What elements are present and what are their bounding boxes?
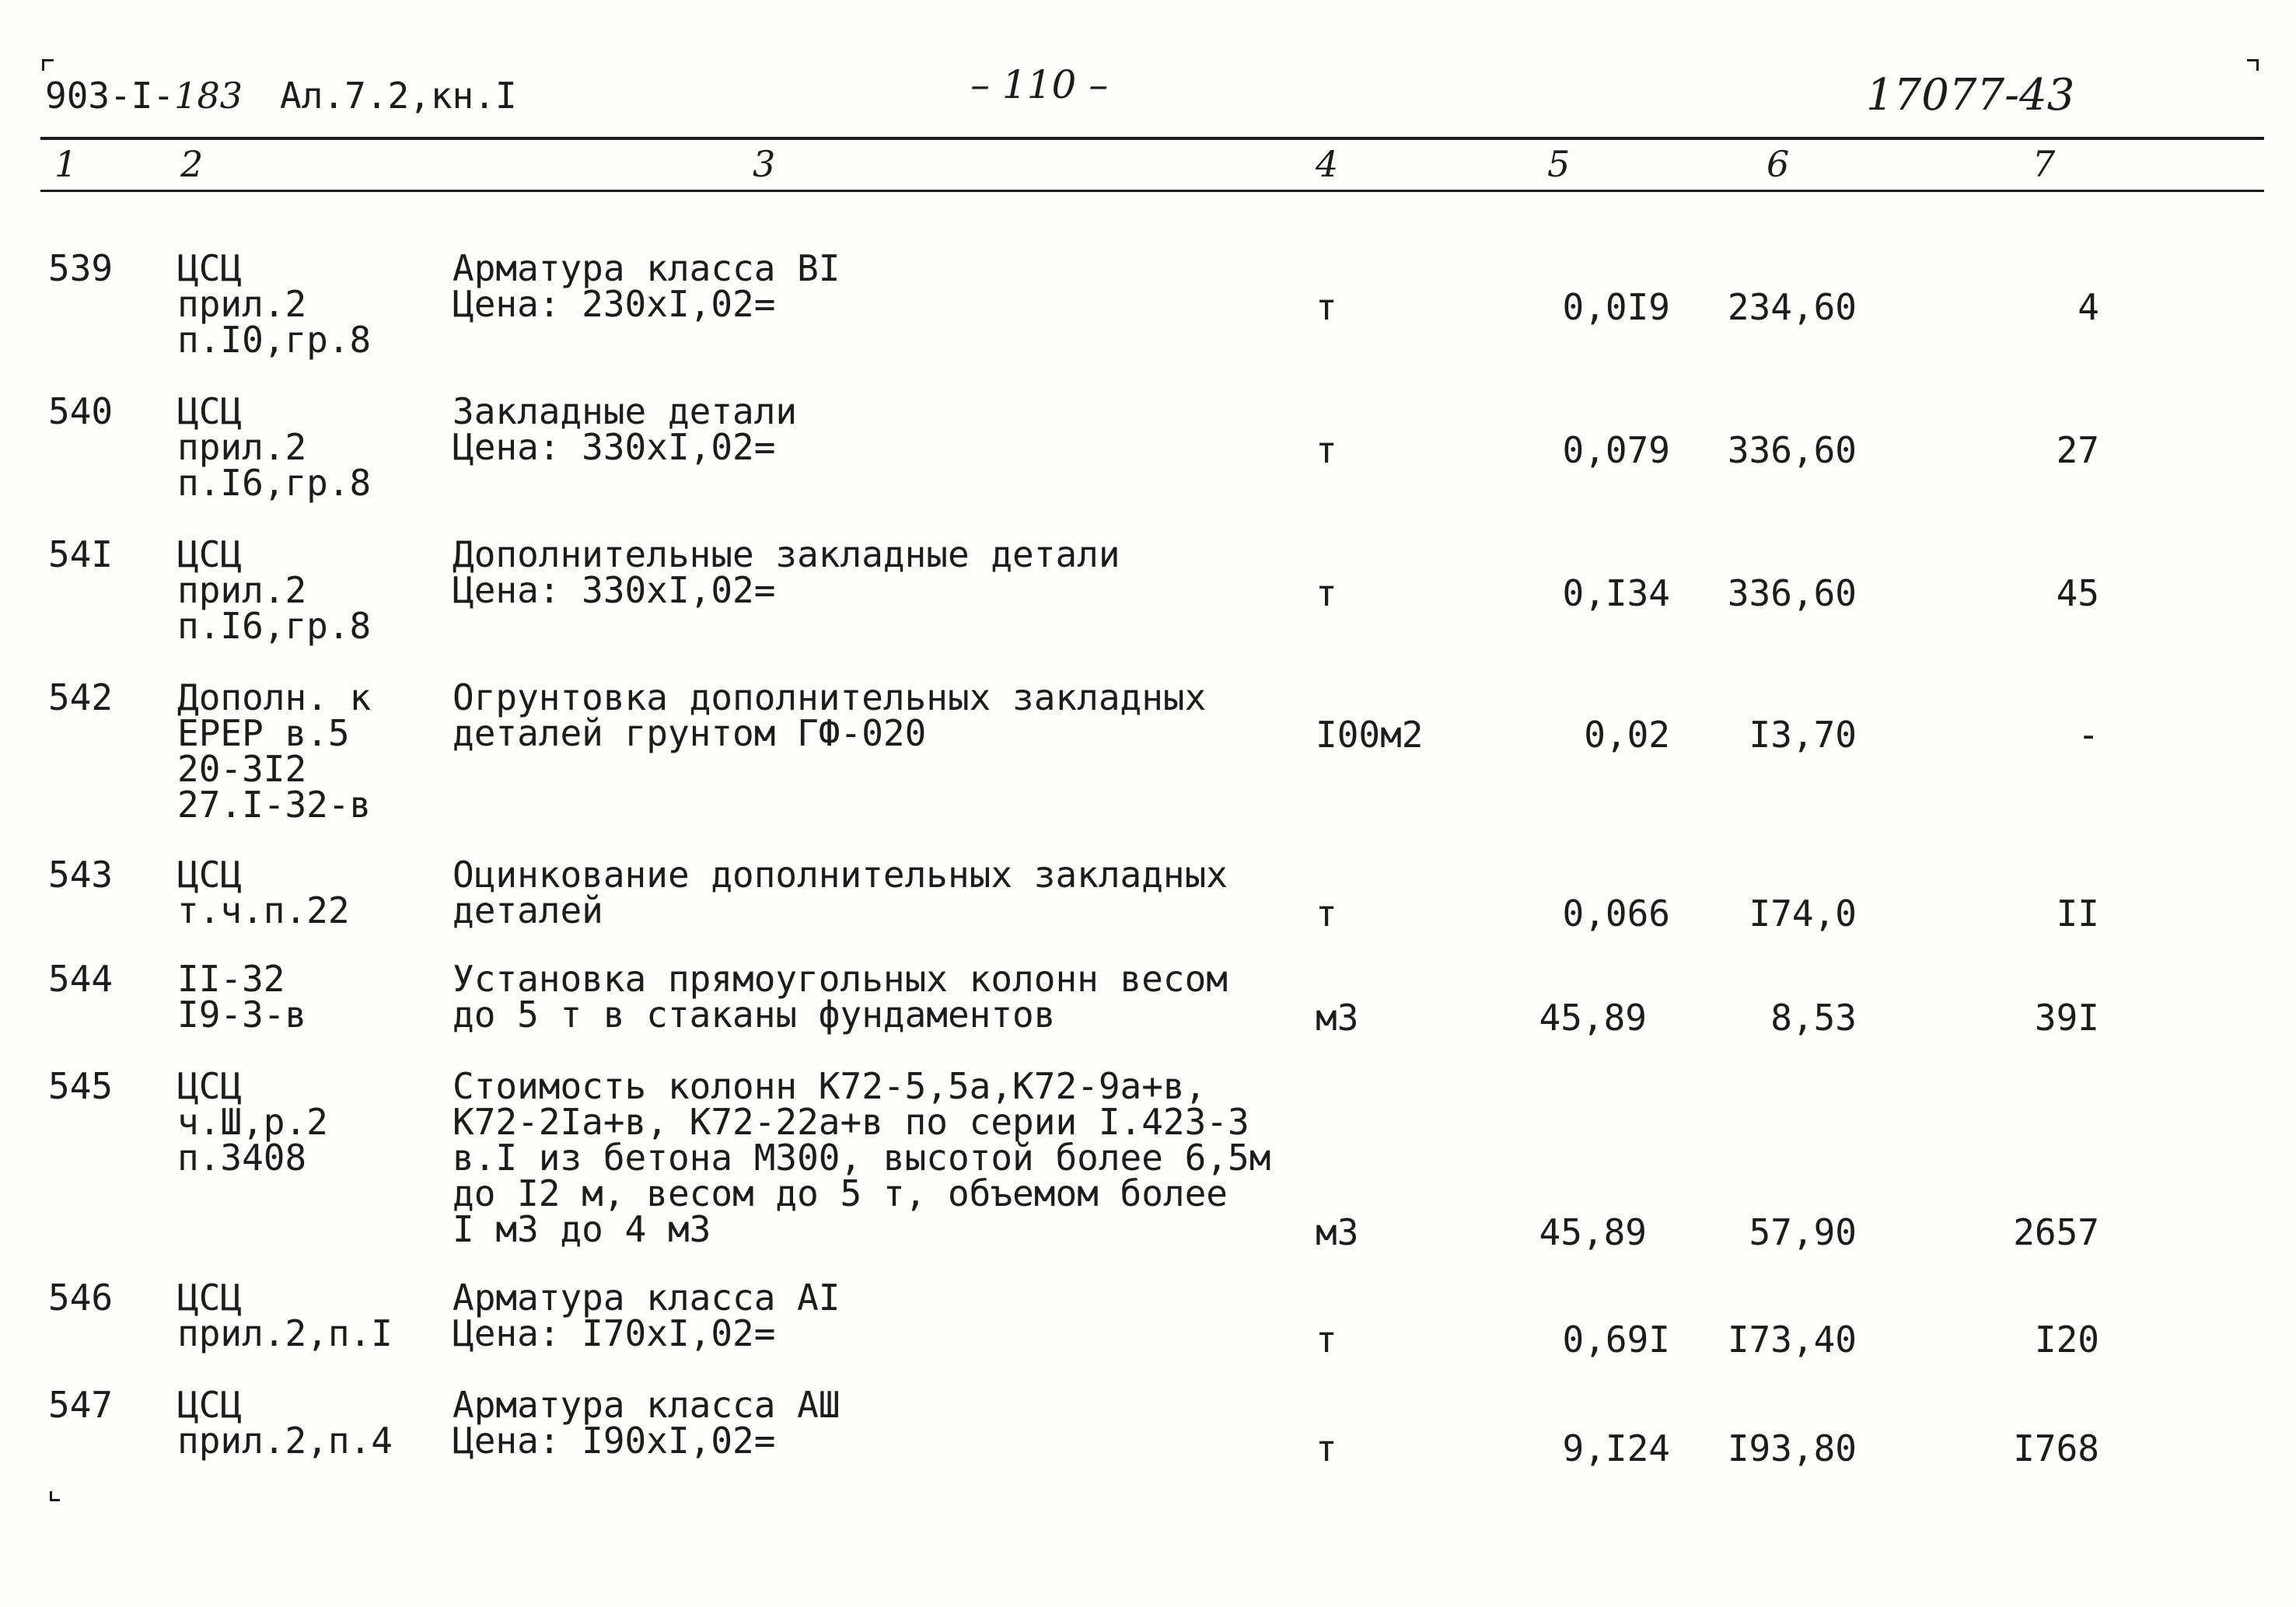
basis-line: прил.2 [177,569,307,611]
row-total: 45 [2056,572,2099,614]
description-line: до 5 т в стаканы фундаментов [453,994,1056,1036]
row-description [453,390,798,468]
row-basis [177,533,372,647]
row-total: 4 [2078,286,2099,328]
basis-line: Дополн. к [177,676,372,718]
row-quantity: 0,02 [1584,714,1670,756]
row-total: 2657 [2013,1211,2099,1253]
basis-line: ЦСЦ [177,1065,243,1107]
row-unit: I00м2 [1316,714,1424,756]
description-line: деталей грунтом ГФ-020 [453,712,927,754]
column-number-6: 6 [1767,143,1790,185]
row-total: - [2078,714,2099,756]
row-basis [177,1277,393,1354]
basis-line: ЦСЦ [177,854,243,896]
row-number: 542 [48,676,114,718]
column-number-2: 2 [180,143,204,185]
description-line: Оцинкование дополнительных закладных [453,854,1228,896]
row-description [453,1065,1271,1250]
page-number: – 110 – [970,62,1109,107]
column-number-7: 7 [2032,143,2056,185]
basis-line: п.3408 [177,1137,307,1179]
row-unit: т [1316,286,1337,328]
row-total: 27 [2056,429,2099,471]
row-unit-price: 336,60 [1727,572,1857,614]
row-basis [177,1384,393,1462]
corner-mark-top-right [2247,59,2259,71]
row-unit-price: I73,40 [1727,1319,1857,1361]
basis-line: ЦСЦ [177,390,243,432]
description-line: Установка прямоугольных колонн весом [453,958,1228,1000]
row-unit-price: I93,80 [1727,1427,1857,1469]
basis-line: п.I6,гр.8 [177,462,372,504]
row-number: 54I [48,533,114,575]
row-quantity: 9,I24 [1562,1427,1670,1469]
header-bottom-rule [40,190,2264,192]
row-unit: м3 [1316,997,1359,1039]
description-line: Огрунтовка дополнительных закладных [453,676,1207,718]
description-line: до I2 м, весом до 5 т, объемом более [453,1172,1228,1214]
row-description [453,1384,840,1462]
description-line: Цена: 330хI,02= [453,426,776,468]
basis-line: прил.2,п.I [177,1312,393,1354]
basis-line: ЦСЦ [177,533,243,575]
basis-line: ЦСЦ [177,1384,243,1426]
description-line: Арматура класса АШ [453,1384,840,1426]
row-basis [177,676,372,826]
description-line: I м3 до 4 м3 [453,1208,711,1250]
basis-line: т.ч.п.22 [177,889,350,931]
row-unit: т [1316,1319,1337,1361]
column-number-4: 4 [1316,143,1339,185]
column-number-1: 1 [54,143,78,185]
header-top-rule [40,137,2264,140]
row-number: 539 [48,247,114,289]
basis-line: 20-3I2 [177,748,307,790]
document-code-prefix: 903-I- [45,75,175,117]
archive-number: 17077-43 [1866,70,2075,121]
row-total: II [2056,893,2099,935]
basis-line: ч.Ш,р.2 [177,1101,328,1143]
basis-line: ЦСЦ [177,1277,243,1319]
row-unit: т [1316,429,1337,471]
row-basis [177,958,307,1036]
row-basis [177,247,372,361]
description-line: Цена: I70хI,02= [453,1312,776,1354]
row-quantity: 45,89 [1539,1211,1647,1253]
row-description [453,533,1120,611]
row-number: 547 [48,1384,114,1426]
row-quantity: 0,066 [1562,893,1670,935]
basis-line: II-32 [177,958,285,1000]
column-number-5: 5 [1547,143,1571,185]
description-line: в.I из бетона М300, высотой более 6,5м [453,1137,1271,1179]
row-description [453,676,1207,754]
row-basis [177,854,350,931]
basis-line: прил.2 [177,283,307,325]
document-reference: Ал.7.2,кн.I [280,75,517,117]
row-quantity: 45,89 [1539,997,1647,1039]
row-unit: т [1316,1427,1337,1469]
row-unit: м3 [1316,1211,1359,1253]
description-line: Цена: I90хI,02= [453,1420,776,1462]
description-line: Цена: 230хI,02= [453,283,776,325]
row-total: 39I [2034,997,2099,1039]
description-line: Дополнительные закладные детали [453,533,1120,575]
basis-line: п.I0,гр.8 [177,319,372,361]
basis-line: I9-3-в [177,994,307,1036]
corner-mark-bottom-left [50,1491,60,1501]
description-line: К72-2Iа+в, К72-22а+в по серии I.423-3 [453,1101,1249,1143]
row-total: I20 [2034,1319,2099,1361]
row-unit: т [1316,893,1337,935]
description-line: Закладные детали [453,390,798,432]
row-quantity: 0,0I9 [1562,286,1670,328]
row-unit-price: 57,90 [1749,1211,1857,1253]
basis-line: прил.2 [177,426,307,468]
document-code [45,75,243,117]
row-description [453,854,1228,931]
row-number: 543 [48,854,114,896]
column-number-3: 3 [753,143,776,185]
row-unit: т [1316,572,1337,614]
row-unit-price: I3,70 [1749,714,1857,756]
description-line: Арматура класса BI [453,247,840,289]
row-number: 545 [48,1065,114,1107]
row-number: 544 [48,958,114,1000]
basis-line: прил.2,п.4 [177,1420,393,1462]
corner-mark-top-left [42,59,54,71]
row-unit-price: 8,53 [1770,997,1857,1039]
document-code-handwritten: 183 [174,75,243,117]
row-description [453,1277,840,1354]
row-unit-price: 234,60 [1727,286,1857,328]
row-quantity: 0,69I [1562,1319,1670,1361]
description-line: деталей [453,889,603,931]
description-line: Арматура класса AI [453,1277,840,1319]
basis-line: ЦСЦ [177,247,243,289]
row-number: 546 [48,1277,114,1319]
basis-line: 27.I-32-в [177,784,372,826]
row-unit-price: I74,0 [1749,893,1857,935]
description-line: Цена: 330хI,02= [453,569,776,611]
row-quantity: 0,079 [1562,429,1670,471]
basis-line: ЕРЕР в.5 [177,712,350,754]
row-basis [177,1065,328,1179]
row-description [453,958,1228,1036]
row-number: 540 [48,390,114,432]
row-basis [177,390,372,504]
row-description [453,247,840,325]
row-quantity: 0,I34 [1562,572,1670,614]
row-total: I768 [2013,1427,2099,1469]
basis-line: п.I6,гр.8 [177,605,372,647]
row-unit-price: 336,60 [1727,429,1857,471]
description-line: Стоимость колонн К72-5,5а,К72-9а+в, [453,1065,1207,1107]
